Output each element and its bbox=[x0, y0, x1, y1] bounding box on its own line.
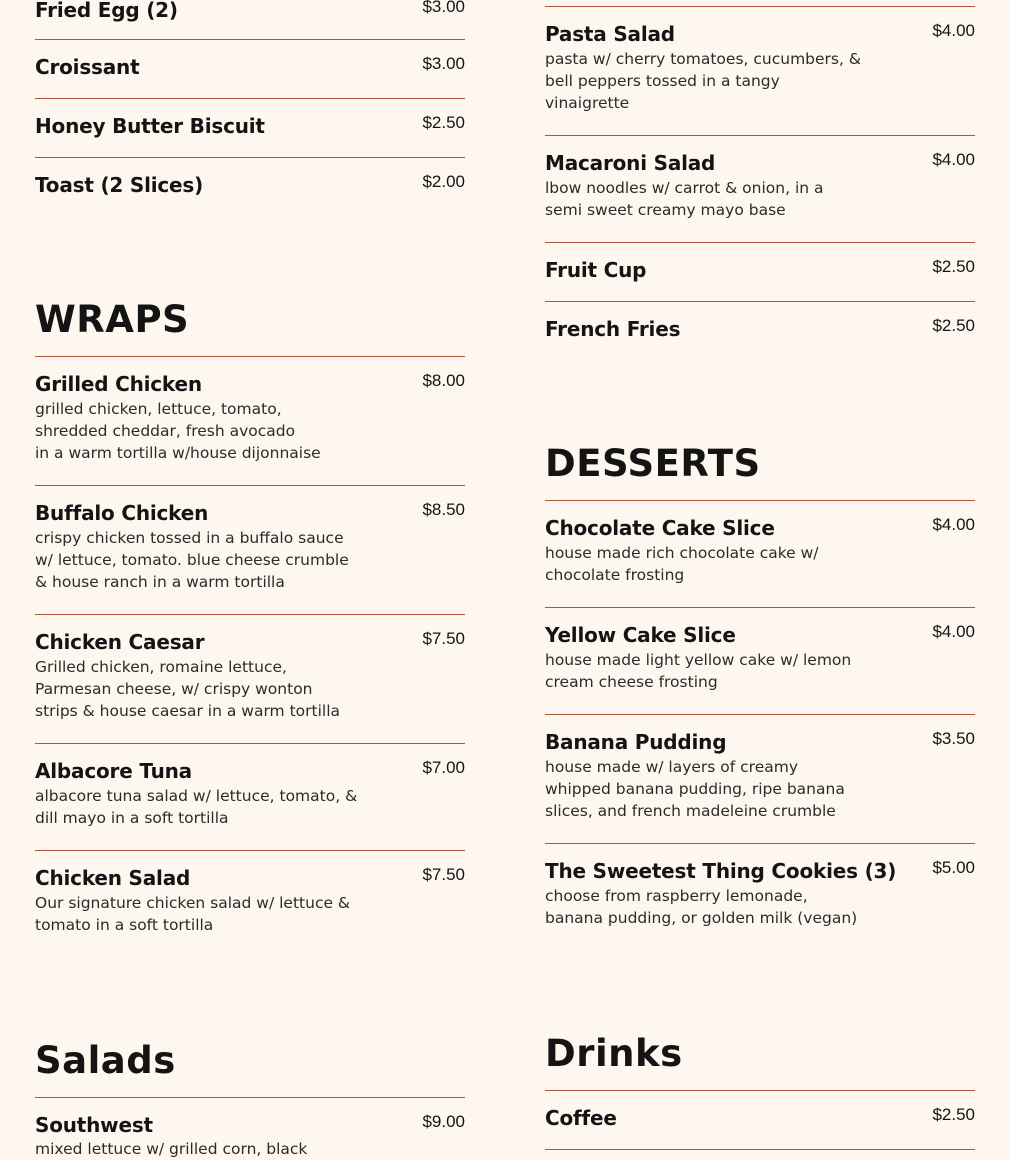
description-line: lbow noodles w/ carrot & onion, in a bbox=[545, 179, 824, 197]
item-name: Honey Butter Biscuit bbox=[35, 114, 265, 138]
item-name: Albacore Tuna bbox=[35, 759, 192, 783]
item-name: Buffalo Chicken bbox=[35, 501, 209, 525]
item-price: $8.00 bbox=[422, 371, 465, 390]
item-description bbox=[35, 398, 370, 464]
item-price: $9.00 bbox=[422, 1112, 465, 1131]
description-line: whipped banana pudding, ripe banana bbox=[545, 780, 845, 798]
divider bbox=[35, 39, 465, 40]
divider bbox=[35, 356, 465, 357]
item-name: Grilled Chicken bbox=[35, 372, 202, 396]
description-line: house made rich chocolate cake w/ bbox=[545, 544, 819, 562]
description-line: bell peppers tossed in a tangy bbox=[545, 72, 780, 90]
item-price: $5.00 bbox=[932, 858, 975, 877]
description-line: pasta w/ cherry tomatoes, cucumbers, & bbox=[545, 50, 861, 68]
item-description bbox=[35, 1138, 370, 1160]
item-name: Banana Pudding bbox=[545, 730, 727, 754]
item-name: Southwest bbox=[35, 1113, 153, 1137]
item-name: Croissant bbox=[35, 55, 140, 79]
item-name: Fried Egg (2) bbox=[35, 0, 178, 22]
divider bbox=[545, 500, 975, 501]
divider bbox=[545, 135, 975, 136]
description-line: grilled chicken, lettuce, tomato, bbox=[35, 400, 282, 418]
description-line: chocolate frosting bbox=[545, 566, 685, 584]
item-name: French Fries bbox=[545, 317, 681, 341]
item-description bbox=[35, 892, 370, 936]
divider bbox=[545, 607, 975, 608]
item-description bbox=[545, 885, 880, 929]
description-line: house made w/ layers of creamy bbox=[545, 758, 799, 776]
item-price: $7.00 bbox=[422, 758, 465, 777]
item-description bbox=[35, 527, 370, 593]
divider bbox=[35, 743, 465, 744]
description-line: tomato in a soft tortilla bbox=[35, 916, 214, 934]
item-price: $4.00 bbox=[932, 515, 975, 534]
description-line: cream cheese frosting bbox=[545, 673, 718, 691]
item-price: $2.50 bbox=[422, 113, 465, 132]
description-line: albacore tuna salad w/ lettuce, tomato, & bbox=[35, 787, 358, 805]
item-name: Yellow Cake Slice bbox=[545, 623, 736, 647]
description-line: in a warm tortilla w/house dijonnaise bbox=[35, 444, 321, 462]
item-price: $4.00 bbox=[932, 150, 975, 169]
divider bbox=[35, 850, 465, 851]
divider bbox=[35, 614, 465, 615]
divider bbox=[545, 1149, 975, 1150]
divider bbox=[545, 714, 975, 715]
description-line: banana pudding, or golden milk (vegan) bbox=[545, 909, 858, 927]
item-price: $8.50 bbox=[422, 500, 465, 519]
item-price: $7.50 bbox=[422, 629, 465, 648]
item-name: Toast (2 Slices) bbox=[35, 173, 204, 197]
description-line: house made light yellow cake w/ lemon bbox=[545, 651, 852, 669]
item-description bbox=[545, 542, 880, 586]
item-description bbox=[35, 785, 380, 829]
item-price: $2.00 bbox=[422, 172, 465, 191]
description-line: vinaigrette bbox=[545, 94, 630, 112]
item-price: $7.50 bbox=[422, 865, 465, 884]
divider bbox=[35, 1097, 465, 1098]
section-heading-wraps: WRAPS bbox=[35, 298, 190, 341]
item-price: $2.50 bbox=[932, 257, 975, 276]
section-heading-drinks: Drinks bbox=[545, 1032, 683, 1075]
item-price: $3.00 bbox=[422, 54, 465, 73]
divider bbox=[35, 98, 465, 99]
item-name: Chicken Caesar bbox=[35, 630, 205, 654]
description-line: dill mayo in a soft tortilla bbox=[35, 809, 229, 827]
description-line: w/ lettuce, tomato. blue cheese crumble bbox=[35, 551, 349, 569]
item-description bbox=[35, 656, 370, 722]
item-price: $3.00 bbox=[422, 0, 465, 16]
item-name: Macaroni Salad bbox=[545, 151, 716, 175]
description-line: shredded cheddar, fresh avocado bbox=[35, 422, 296, 440]
item-price: $3.50 bbox=[932, 729, 975, 748]
item-description bbox=[545, 177, 880, 221]
item-description bbox=[545, 48, 880, 114]
section-heading-desserts: DESSERTS bbox=[545, 442, 761, 485]
item-description bbox=[545, 756, 880, 822]
divider bbox=[545, 301, 975, 302]
item-name: Fruit Cup bbox=[545, 258, 647, 282]
item-price: $4.00 bbox=[932, 622, 975, 641]
item-description bbox=[545, 649, 880, 693]
description-line: mixed lettuce w/ grilled corn, black bbox=[35, 1140, 308, 1158]
divider bbox=[545, 1090, 975, 1091]
description-line: Parmesan cheese, w/ crispy wonton bbox=[35, 680, 313, 698]
divider bbox=[545, 843, 975, 844]
divider bbox=[35, 485, 465, 486]
description-line: Grilled chicken, romaine lettuce, bbox=[35, 658, 287, 676]
item-name: Chicken Salad bbox=[35, 866, 191, 890]
description-line: strips & house caesar in a warm tortilla bbox=[35, 702, 340, 720]
item-price: $2.50 bbox=[932, 1105, 975, 1124]
description-line: slices, and french madeleine crumble bbox=[545, 802, 836, 820]
description-line: semi sweet creamy mayo base bbox=[545, 201, 786, 219]
description-line: & house ranch in a warm tortilla bbox=[35, 573, 285, 591]
item-name: Pasta Salad bbox=[545, 22, 675, 46]
item-name: Coffee bbox=[545, 1106, 617, 1130]
description-line: crispy chicken tossed in a buffalo sauce bbox=[35, 529, 344, 547]
item-name: The Sweetest Thing Cookies (3) bbox=[545, 859, 897, 883]
section-heading-salads: Salads bbox=[35, 1039, 176, 1082]
description-line: Our signature chicken salad w/ lettuce & bbox=[35, 894, 351, 912]
description-line: choose from raspberry lemonade, bbox=[545, 887, 808, 905]
item-price: $4.00 bbox=[932, 21, 975, 40]
item-name: Chocolate Cake Slice bbox=[545, 516, 775, 540]
divider bbox=[35, 157, 465, 158]
item-price: $2.50 bbox=[932, 316, 975, 335]
divider bbox=[545, 6, 975, 7]
divider bbox=[545, 242, 975, 243]
